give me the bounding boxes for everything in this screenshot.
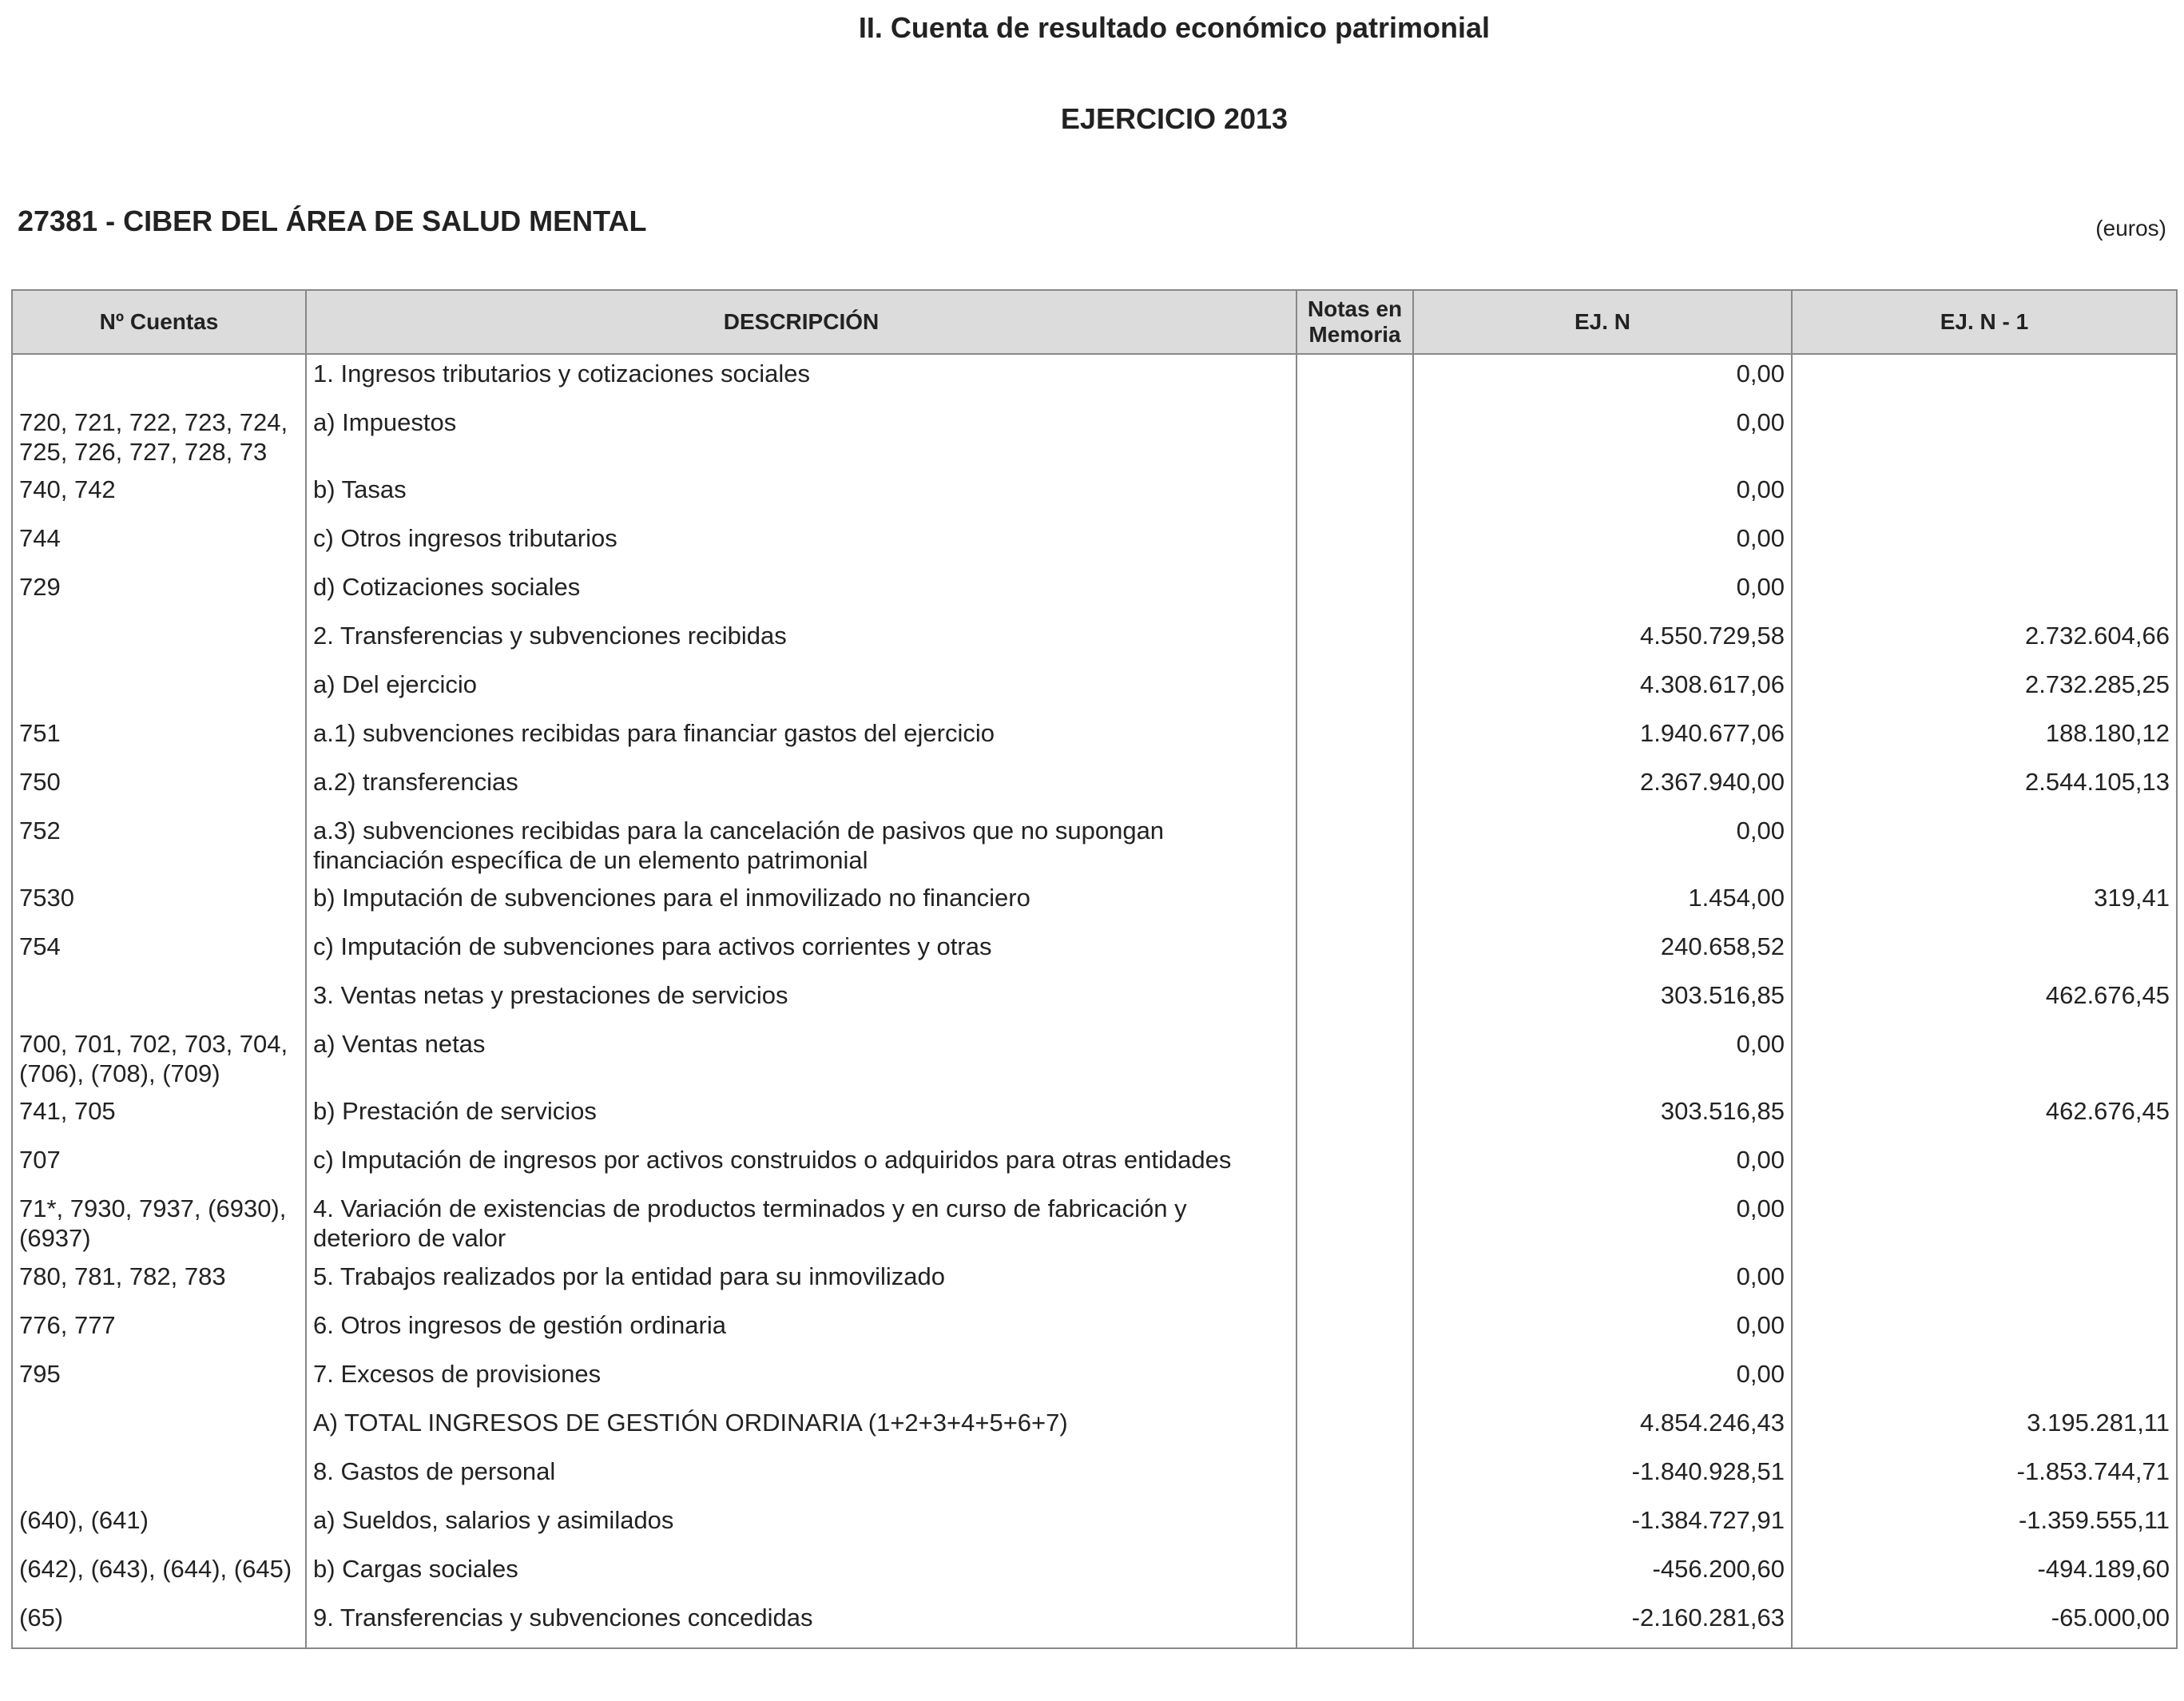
cell-notes	[1297, 1355, 1413, 1404]
cell-accounts	[12, 976, 306, 1025]
cell-ej-n: 4.550.729,58	[1413, 617, 1792, 666]
table-row	[12, 354, 2177, 403]
cell-notes	[1297, 1190, 1413, 1257]
cell-ej-n: 0,00	[1413, 1141, 1792, 1190]
table-row	[12, 1025, 2177, 1092]
cell-ej-n: 303.516,85	[1413, 1092, 1792, 1141]
table-row	[12, 403, 2177, 471]
table-row	[12, 1190, 2177, 1257]
cell-ej-n-1	[1792, 354, 2177, 403]
cell-description: c) Imputación de subvenciones para activos corrientes y otras	[306, 928, 1297, 976]
cell-accounts: 740, 742	[12, 471, 306, 519]
cell-notes	[1297, 1306, 1413, 1355]
cell-ej-n-1: -1.359.555,11	[1792, 1501, 2177, 1550]
cell-ej-n-1: -494.189,60	[1792, 1550, 2177, 1599]
cell-ej-n-1	[1792, 519, 2177, 568]
cell-description: b) Imputación de subvenciones para el inmovilizado no financiero	[306, 879, 1297, 928]
table-row	[12, 879, 2177, 928]
cell-ej-n-1: 462.676,45	[1792, 976, 2177, 1025]
cell-ej-n: -1.840.928,51	[1413, 1453, 1792, 1501]
cell-ej-n: 0,00	[1413, 812, 1792, 879]
cell-ej-n-1	[1792, 1141, 2177, 1190]
cell-ej-n-1: 319,41	[1792, 879, 2177, 928]
cell-ej-n: -1.384.727,91	[1413, 1501, 1792, 1550]
cell-notes	[1297, 763, 1413, 812]
table-row	[12, 568, 2177, 617]
cell-ej-n: 0,00	[1413, 471, 1792, 519]
cell-ej-n: 0,00	[1413, 1258, 1792, 1306]
cell-accounts: 720, 721, 722, 723, 724, 725, 726, 727, 728, 73	[12, 403, 306, 471]
cell-ej-n: 0,00	[1413, 1306, 1792, 1355]
cell-ej-n-1	[1792, 1190, 2177, 1257]
cell-accounts: 7530	[12, 879, 306, 928]
table-row	[12, 1258, 2177, 1306]
table-row	[12, 812, 2177, 879]
cell-notes	[1297, 1092, 1413, 1141]
cell-description: 6. Otros ingresos de gestión ordinaria	[306, 1306, 1297, 1355]
cell-description: 7. Excesos de provisiones	[306, 1355, 1297, 1404]
table-row	[12, 617, 2177, 666]
cell-ej-n: 4.308.617,06	[1413, 666, 1792, 714]
cell-notes	[1297, 1258, 1413, 1306]
cell-description: a.1) subvenciones recibidas para financiar gastos del ejercicio	[306, 714, 1297, 763]
cell-accounts: 752	[12, 812, 306, 879]
cell-description: a) Sueldos, salarios y asimilados	[306, 1501, 1297, 1550]
cell-notes	[1297, 666, 1413, 714]
income-statement-table	[11, 289, 2178, 1649]
table-row	[12, 1501, 2177, 1550]
cell-notes	[1297, 1550, 1413, 1599]
entity-name: 27381 - CIBER DEL ÁREA DE SALUD MENTAL	[18, 205, 647, 237]
table-row	[12, 1453, 2177, 1501]
cell-description: 4. Variación de existencias de productos terminados y en curso de fabricación y deterioro de valor	[306, 1190, 1297, 1257]
cell-notes	[1297, 1599, 1413, 1648]
cell-ej-n: 0,00	[1413, 354, 1792, 403]
cell-ej-n: 0,00	[1413, 519, 1792, 568]
cell-ej-n-1	[1792, 812, 2177, 879]
cell-ej-n: 0,00	[1413, 403, 1792, 471]
cell-accounts: (642), (643), (644), (645)	[12, 1550, 306, 1599]
cell-ej-n-1	[1792, 928, 2177, 976]
cell-description: 3. Ventas netas y prestaciones de servicios	[306, 976, 1297, 1025]
cell-ej-n-1	[1792, 403, 2177, 471]
cell-accounts: 780, 781, 782, 783	[12, 1258, 306, 1306]
cell-ej-n-1: -1.853.744,71	[1792, 1453, 2177, 1501]
table-row	[12, 1092, 2177, 1141]
cell-notes	[1297, 1501, 1413, 1550]
cell-ej-n: 0,00	[1413, 1190, 1792, 1257]
cell-ej-n-1: 188.180,12	[1792, 714, 2177, 763]
cell-accounts: 776, 777	[12, 1306, 306, 1355]
cell-ej-n-1: 2.732.285,25	[1792, 666, 2177, 714]
cell-ej-n-1	[1792, 568, 2177, 617]
table-row	[12, 1550, 2177, 1599]
cell-description: b) Prestación de servicios	[306, 1092, 1297, 1141]
table-row	[12, 976, 2177, 1025]
cell-ej-n: 1.454,00	[1413, 879, 1792, 928]
cell-description: a.3) subvenciones recibidas para la cancelación de pasivos que no supongan financiación específica de un elemento patrimonial	[306, 812, 1297, 879]
cell-ej-n: -2.160.281,63	[1413, 1599, 1792, 1648]
cell-notes	[1297, 403, 1413, 471]
cell-ej-n: 2.367.940,00	[1413, 763, 1792, 812]
cell-notes	[1297, 879, 1413, 928]
table-header-row	[12, 290, 2177, 354]
report-subtitle: EJERCICIO 2013	[1060, 102, 1289, 135]
cell-ej-n-1: 2.732.604,66	[1792, 617, 2177, 666]
cell-notes	[1297, 714, 1413, 763]
column-header-notes: Notas en Memoria	[1297, 290, 1413, 354]
cell-description: 1. Ingresos tributarios y cotizaciones sociales	[306, 354, 1297, 403]
cell-ej-n-1	[1792, 1025, 2177, 1092]
table-row	[12, 471, 2177, 519]
table-row	[12, 1141, 2177, 1190]
cell-ej-n: 4.854.246,43	[1413, 1404, 1792, 1453]
cell-notes	[1297, 976, 1413, 1025]
cell-notes	[1297, 928, 1413, 976]
cell-ej-n-1: 462.676,45	[1792, 1092, 2177, 1141]
table-row	[12, 1404, 2177, 1453]
cell-ej-n: 303.516,85	[1413, 976, 1792, 1025]
currency-units: (euros)	[2095, 216, 2166, 240]
cell-description: 5. Trabajos realizados por la entidad para su inmovilizado	[306, 1258, 1297, 1306]
cell-ej-n-1: 2.544.105,13	[1792, 763, 2177, 812]
cell-accounts	[12, 354, 306, 403]
cell-ej-n: 0,00	[1413, 1355, 1792, 1404]
cell-description: 9. Transferencias y subvenciones concedidas	[306, 1599, 1297, 1648]
cell-ej-n-1: -65.000,00	[1792, 1599, 2177, 1648]
table-row	[12, 1306, 2177, 1355]
cell-description: a) Del ejercicio	[306, 666, 1297, 714]
cell-accounts: 744	[12, 519, 306, 568]
cell-accounts: (65)	[12, 1599, 306, 1648]
cell-ej-n: 0,00	[1413, 1025, 1792, 1092]
cell-notes	[1297, 354, 1413, 403]
cell-accounts: 754	[12, 928, 306, 976]
cell-description: d) Cotizaciones sociales	[306, 568, 1297, 617]
cell-description: A) TOTAL INGRESOS DE GESTIÓN ORDINARIA (1+2+3+4+5+6+7)	[306, 1404, 1297, 1453]
cell-notes	[1297, 471, 1413, 519]
cell-accounts	[12, 1404, 306, 1453]
cell-description: a.2) transferencias	[306, 763, 1297, 812]
cell-accounts: 707	[12, 1141, 306, 1190]
cell-description: a) Impuestos	[306, 403, 1297, 471]
table-row	[12, 666, 2177, 714]
cell-accounts: 741, 705	[12, 1092, 306, 1141]
cell-accounts	[12, 617, 306, 666]
cell-accounts: (640), (641)	[12, 1501, 306, 1550]
table-body	[12, 354, 2177, 1648]
column-header-ej-n-1: EJ. N - 1	[1792, 290, 2177, 354]
cell-ej-n: 1.940.677,06	[1413, 714, 1792, 763]
cell-accounts: 71*, 7930, 7937, (6930), (6937)	[12, 1190, 306, 1257]
cell-notes	[1297, 519, 1413, 568]
cell-accounts: 729	[12, 568, 306, 617]
cell-ej-n-1	[1792, 1355, 2177, 1404]
cell-accounts	[12, 1453, 306, 1501]
cell-description: 8. Gastos de personal	[306, 1453, 1297, 1501]
cell-accounts: 795	[12, 1355, 306, 1404]
table-row	[12, 763, 2177, 812]
column-header-accounts: Nº Cuentas	[12, 290, 306, 354]
cell-ej-n-1	[1792, 471, 2177, 519]
table-row	[12, 519, 2177, 568]
cell-notes	[1297, 1141, 1413, 1190]
cell-description: 2. Transferencias y subvenciones recibidas	[306, 617, 1297, 666]
cell-accounts: 750	[12, 763, 306, 812]
cell-ej-n-1	[1792, 1258, 2177, 1306]
cell-description: b) Cargas sociales	[306, 1550, 1297, 1599]
cell-accounts: 751	[12, 714, 306, 763]
cell-ej-n-1	[1792, 1306, 2177, 1355]
cell-description: a) Ventas netas	[306, 1025, 1297, 1092]
cell-ej-n: -456.200,60	[1413, 1550, 1792, 1599]
cell-description: b) Tasas	[306, 471, 1297, 519]
column-header-ej-n: EJ. N	[1413, 290, 1792, 354]
cell-description: c) Imputación de ingresos por activos construidos o adquiridos para otras entidades	[306, 1141, 1297, 1190]
cell-description: c) Otros ingresos tributarios	[306, 519, 1297, 568]
cell-ej-n: 0,00	[1413, 568, 1792, 617]
table-row	[12, 1355, 2177, 1404]
cell-ej-n: 240.658,52	[1413, 928, 1792, 976]
table-row	[12, 928, 2177, 976]
cell-notes	[1297, 1453, 1413, 1501]
column-header-description: DESCRIPCIÓN	[306, 290, 1297, 354]
table-row	[12, 1599, 2177, 1648]
cell-notes	[1297, 568, 1413, 617]
cell-notes	[1297, 1025, 1413, 1092]
cell-notes	[1297, 617, 1413, 666]
cell-accounts: 700, 701, 702, 703, 704, (706), (708), (709)	[12, 1025, 306, 1092]
cell-ej-n-1: 3.195.281,11	[1792, 1404, 2177, 1453]
cell-notes	[1297, 1404, 1413, 1453]
table-row	[12, 714, 2177, 763]
cell-notes	[1297, 812, 1413, 879]
report-title: II. Cuenta de resultado económico patrimonial	[858, 11, 1491, 44]
cell-accounts	[12, 666, 306, 714]
